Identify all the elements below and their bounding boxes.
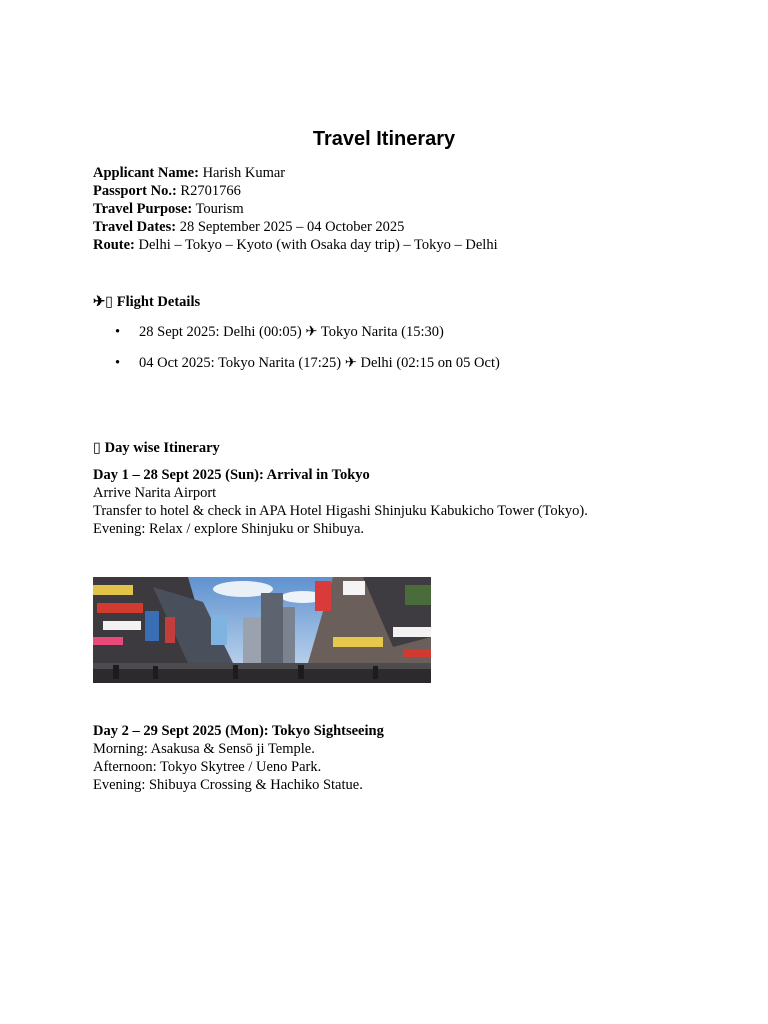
- route-label: Route:: [93, 237, 135, 253]
- purpose-line: [93, 200, 244, 218]
- bullet-icon: •: [115, 324, 121, 340]
- applicant-name-line: [93, 164, 285, 182]
- day1-line: Arrive Narita Airport: [93, 485, 217, 501]
- passport-label: Passport No.:: [93, 183, 177, 199]
- route-value: Delhi – Tokyo – Kyoto (with Osaka day trip) – Tokyo – Delhi: [134, 237, 498, 253]
- day2-line: Afternoon: Tokyo Skytree / Ueno Park.: [93, 759, 322, 775]
- day1-line: Transfer to hotel & check in APA Hotel Higashi Shinjuku Kabukicho Tower (Tokyo).: [93, 503, 588, 519]
- applicant-name-label: Applicant Name:: [93, 165, 199, 181]
- flight-item-text: 28 Sept 2025: Delhi (00:05) ✈ Tokyo Narita (15:30): [139, 324, 444, 340]
- itinerary-heading: ▯ Day wise Itinerary: [93, 440, 220, 456]
- purpose-label: Travel Purpose:: [93, 201, 193, 217]
- page-title: Travel Itinerary: [312, 128, 456, 150]
- shinjuku-street-photo: [93, 577, 431, 683]
- applicant-name-value: Harish Kumar: [198, 165, 286, 181]
- flight-item: [115, 354, 500, 372]
- dates-label: Travel Dates:: [93, 219, 177, 235]
- day2-line: Evening: Shibuya Crossing & Hachiko Statue.: [93, 777, 363, 793]
- day1-line: Evening: Relax / explore Shinjuku or Shibuya.: [93, 521, 365, 537]
- flight-details-heading: ✈▯ Flight Details: [93, 294, 201, 310]
- flight-item: [115, 323, 444, 341]
- dates-line: [93, 218, 404, 236]
- passport-value: R2701766: [176, 183, 241, 199]
- dates-value: 28 September 2025 – 04 October 2025: [176, 219, 405, 235]
- bullet-icon: •: [115, 355, 121, 371]
- route-line: [93, 236, 498, 254]
- purpose-value: Tourism: [192, 201, 244, 217]
- day1-title: Day 1 – 28 Sept 2025 (Sun): Arrival in Tokyo: [93, 467, 370, 483]
- day2-line: Morning: Asakusa & Sensō ji Temple.: [93, 741, 315, 757]
- passport-line: [93, 182, 241, 200]
- day2-title: Day 2 – 29 Sept 2025 (Mon): Tokyo Sightseeing: [93, 723, 384, 739]
- flight-item-text: 04 Oct 2025: Tokyo Narita (17:25) ✈ Delhi (02:15 on 05 Oct): [139, 355, 500, 371]
